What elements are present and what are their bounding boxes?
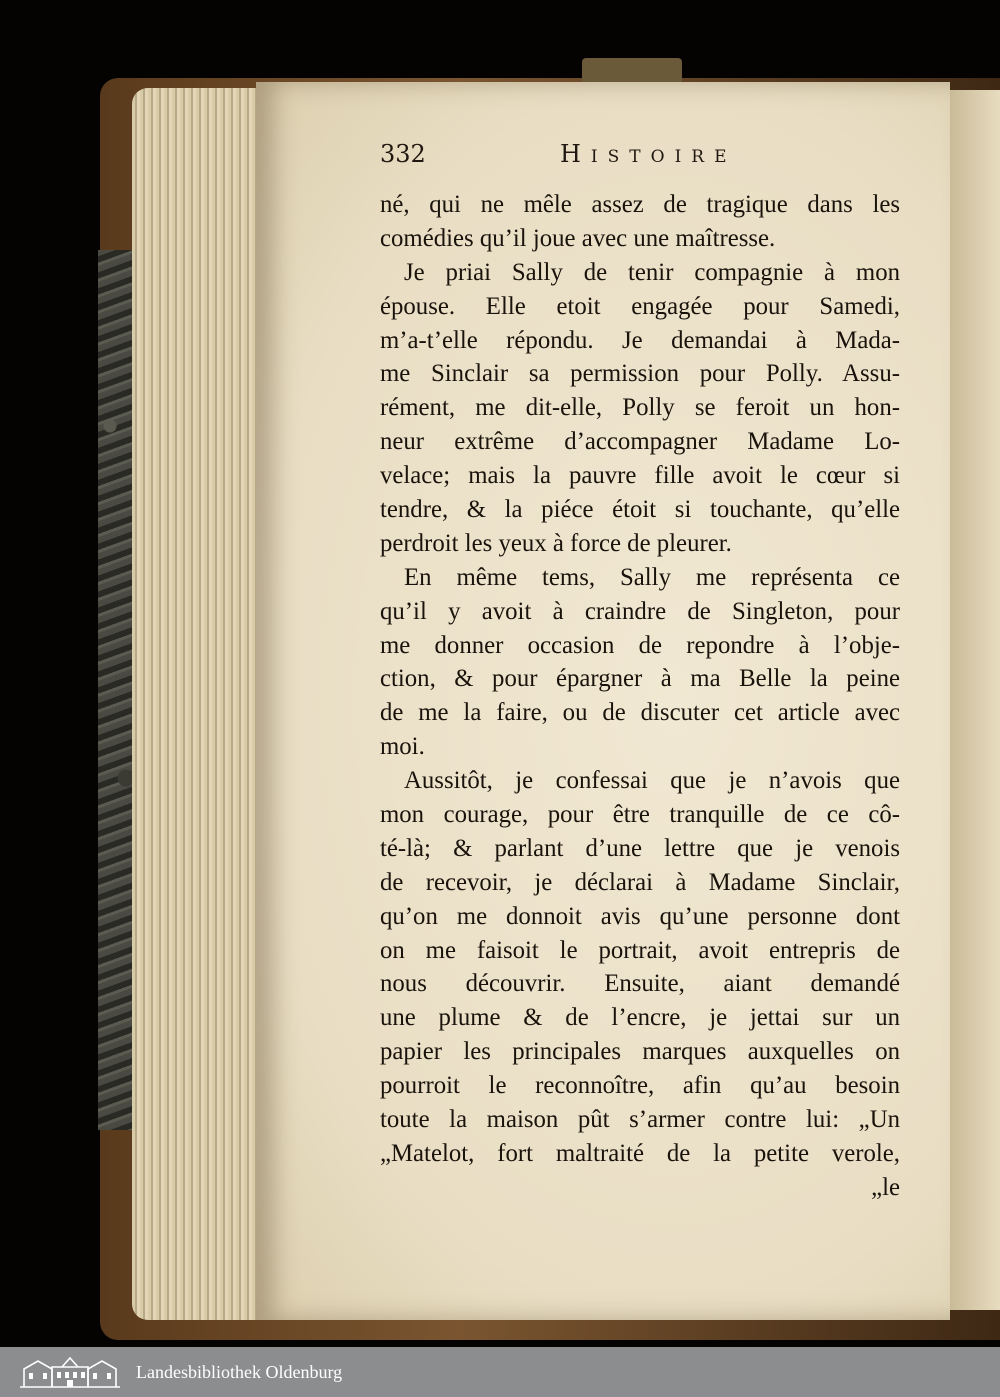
text-line: Aussitôt, je confessai que je n’avois que: [404, 767, 900, 795]
text-line: de me la faire, ou de discuter cet article avec: [380, 699, 900, 727]
text-line: pourroit le reconnoître, afin qu’au besoin: [380, 1072, 900, 1100]
text-line: ction, & pour épargner à ma Belle la peine: [380, 665, 900, 693]
body-text: [380, 188, 900, 1205]
text-line: me donner occasion de repondre à l’obje-: [380, 631, 900, 659]
text-line: une plume & de l’encre, je jettai sur un: [380, 1004, 900, 1032]
text-line: perdroit les yeux à force de pleurer.: [380, 529, 732, 557]
page-number: 332: [380, 140, 426, 168]
text-line: né, qui ne mêle assez de tragique dans les: [380, 191, 900, 218]
text-line: on me faisoit le portrait, avoit entrepris de: [380, 936, 900, 964]
text-line: qu’on me donnoit avis qu’une personne dont: [380, 902, 900, 930]
text-line: En même tems, Sally me représenta ce: [404, 563, 900, 591]
running-head: [380, 140, 900, 180]
header-title: Histoire: [560, 140, 737, 168]
text-line: velace; mais la pauvre fille avoit le cœur si: [380, 462, 900, 490]
text-line: toute la maison pût s’armer contre lui: „Un: [380, 1106, 900, 1134]
text-line: épouse. Elle etoit engagée pour Samedi,: [380, 292, 900, 320]
text-line: nous découvrir. Ensuite, aiant demandé: [380, 970, 900, 998]
book-clasp: [582, 58, 682, 84]
catchword: „le: [871, 1173, 900, 1201]
text-line: moi.: [380, 733, 425, 761]
text-line: comédies qu’il joue avec une maîtresse.: [380, 224, 776, 252]
library-name: Landesbibliothek Oldenburg: [136, 1361, 343, 1382]
text-line: té-là; & parlant d’une lettre que je venois: [380, 834, 900, 862]
text-line: tendre, & la piéce étoit si touchante, qu’elle: [380, 496, 900, 524]
page-edges: [132, 88, 260, 1320]
text-line: m’a-t’elle répondu. Je demandai à Mada-: [380, 326, 900, 354]
text-line: neur extrême d’accompagner Madame Lo-: [380, 428, 900, 456]
footer-bar: [0, 1347, 1000, 1397]
facing-page-edge: [950, 90, 1000, 1310]
text-line: papier les principales marques auxquelles on: [380, 1038, 900, 1066]
text-line: de recevoir, je déclarai à Madame Sinclair,: [380, 868, 900, 896]
library-building-icon: [18, 1355, 122, 1389]
text-line: qu’il y avoit à craindre de Singleton, pour: [380, 597, 900, 625]
text-line: Je priai Sally de tenir compagnie à mon: [404, 258, 900, 286]
text-line: „Matelot, fort maltraité de la petite verole,: [380, 1139, 900, 1167]
text-line: me Sinclair sa permission pour Polly. Assu-: [380, 360, 900, 388]
text-line: rément, me dit-elle, Polly se feroit un hon-: [380, 394, 900, 422]
text-line: mon courage, pour être tranquille de ce cô-: [380, 801, 900, 829]
